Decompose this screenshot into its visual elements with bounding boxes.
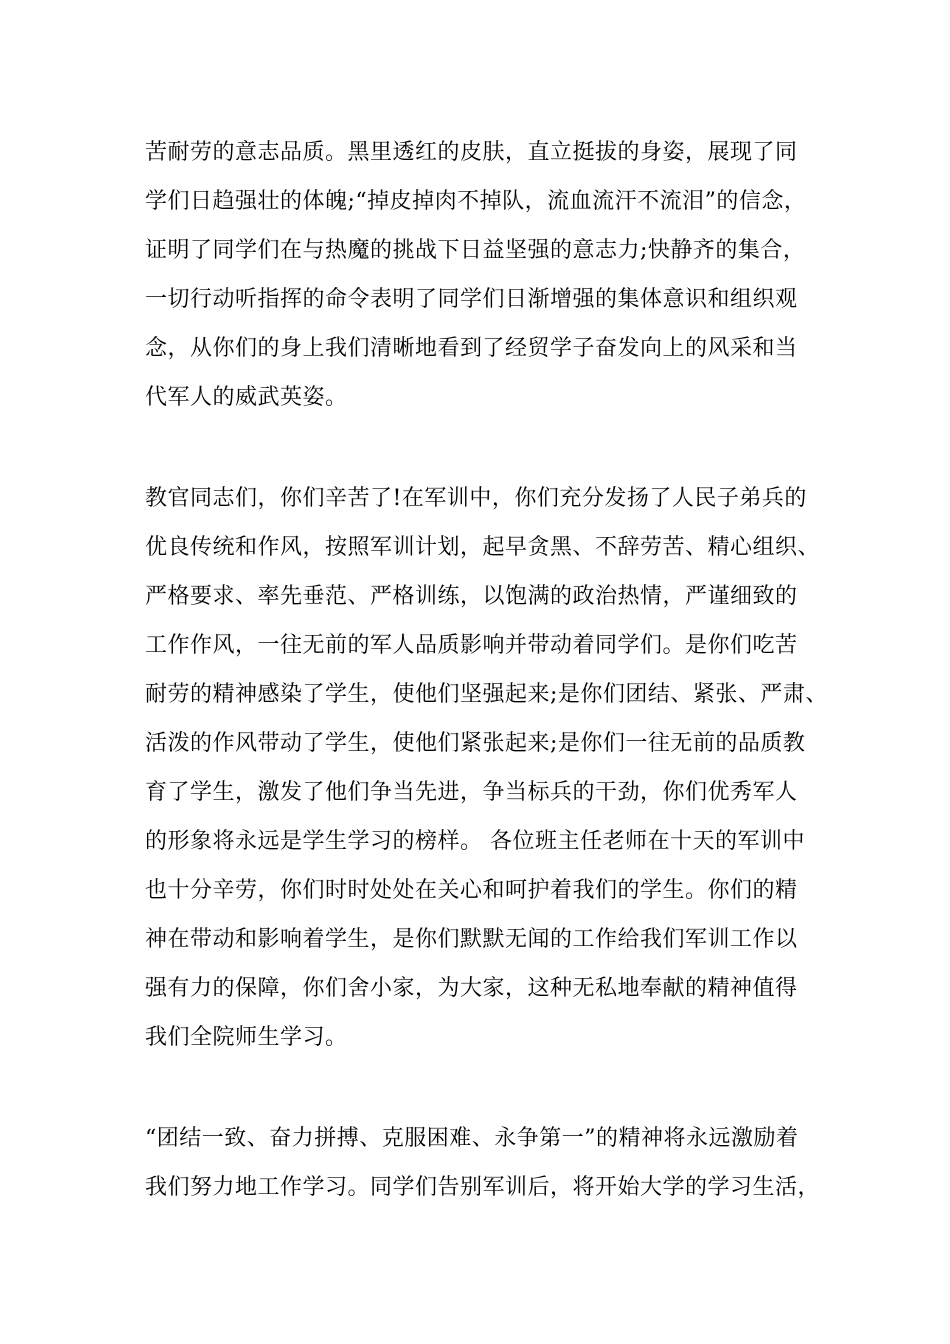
text-line: 活泼的作风带动了学生，使他们紧张起来;是你们一往无前的品质教 [145, 731, 806, 756]
text-line: 念，从你们的身上我们清晰地看到了经贸学子奋发向上的风采和当 [145, 336, 798, 361]
text-line: 的形象将永远是学生学习的榜样。 各位班主任老师在十天的军训中 [145, 829, 805, 854]
text-line: 优良传统和作风，按照军训计划，起早贪黑、不辞劳苦、精心组织、 [145, 535, 821, 560]
text-line: “团结一致、奋力拼搏、克服困难、永争第一”的精神将永远激励着 [145, 1126, 799, 1151]
text-line: 学们日趋强壮的体魄;“掉皮掉肉不掉队，流血流汗不流泪”的信念， [145, 189, 807, 214]
text-line: 耐劳的精神感染了学生，使他们坚强起来;是你们团结、紧张、严肃、 [145, 682, 828, 707]
paragraph-2 [145, 474, 845, 1062]
text-line: 育了学生，激发了他们争当先进，争当标兵的干劲，你们优秀军人 [145, 780, 798, 805]
text-line: 教官同志们，你们辛苦了!在军训中，你们充分发扬了人民子弟兵的 [145, 486, 807, 511]
text-line: 证明了同学们在与热魔的挑战下日益坚强的意志力;快静齐的集合， [145, 238, 806, 263]
text-line: 一切行动听指挥的命令表明了同学们日渐增强的集体意识和组织观 [145, 287, 798, 312]
text-line: 工作作风，一往无前的军人品质影响并带动着同学们。是你们吃苦 [145, 633, 798, 658]
text-line: 我们努力地工作学习。同学们告别军训后，将开始大学的学习生活， [145, 1175, 821, 1200]
text-line: 严格要求、率先垂范、严格训练，以饱满的政治热情，严谨细致的 [145, 584, 798, 609]
text-line: 强有力的保障，你们舍小家，为大家，这种无私地奉献的精神值得 [145, 976, 798, 1001]
text-line: 代军人的威武英姿。 [145, 385, 348, 410]
text-line: 苦耐劳的意志品质。黑里透红的皮肤，直立挺拔的身姿，展现了同 [145, 140, 798, 165]
paragraph-1 [145, 128, 845, 422]
text-line: 神在带动和影响着学生，是你们默默无闻的工作给我们军训工作以 [145, 927, 798, 952]
paragraph-3 [145, 1114, 845, 1212]
text-line: 我们全院师生学习。 [145, 1025, 348, 1050]
text-line: 也十分辛劳，你们时时处处在关心和呵护着我们的学生。你们的精 [145, 878, 798, 903]
